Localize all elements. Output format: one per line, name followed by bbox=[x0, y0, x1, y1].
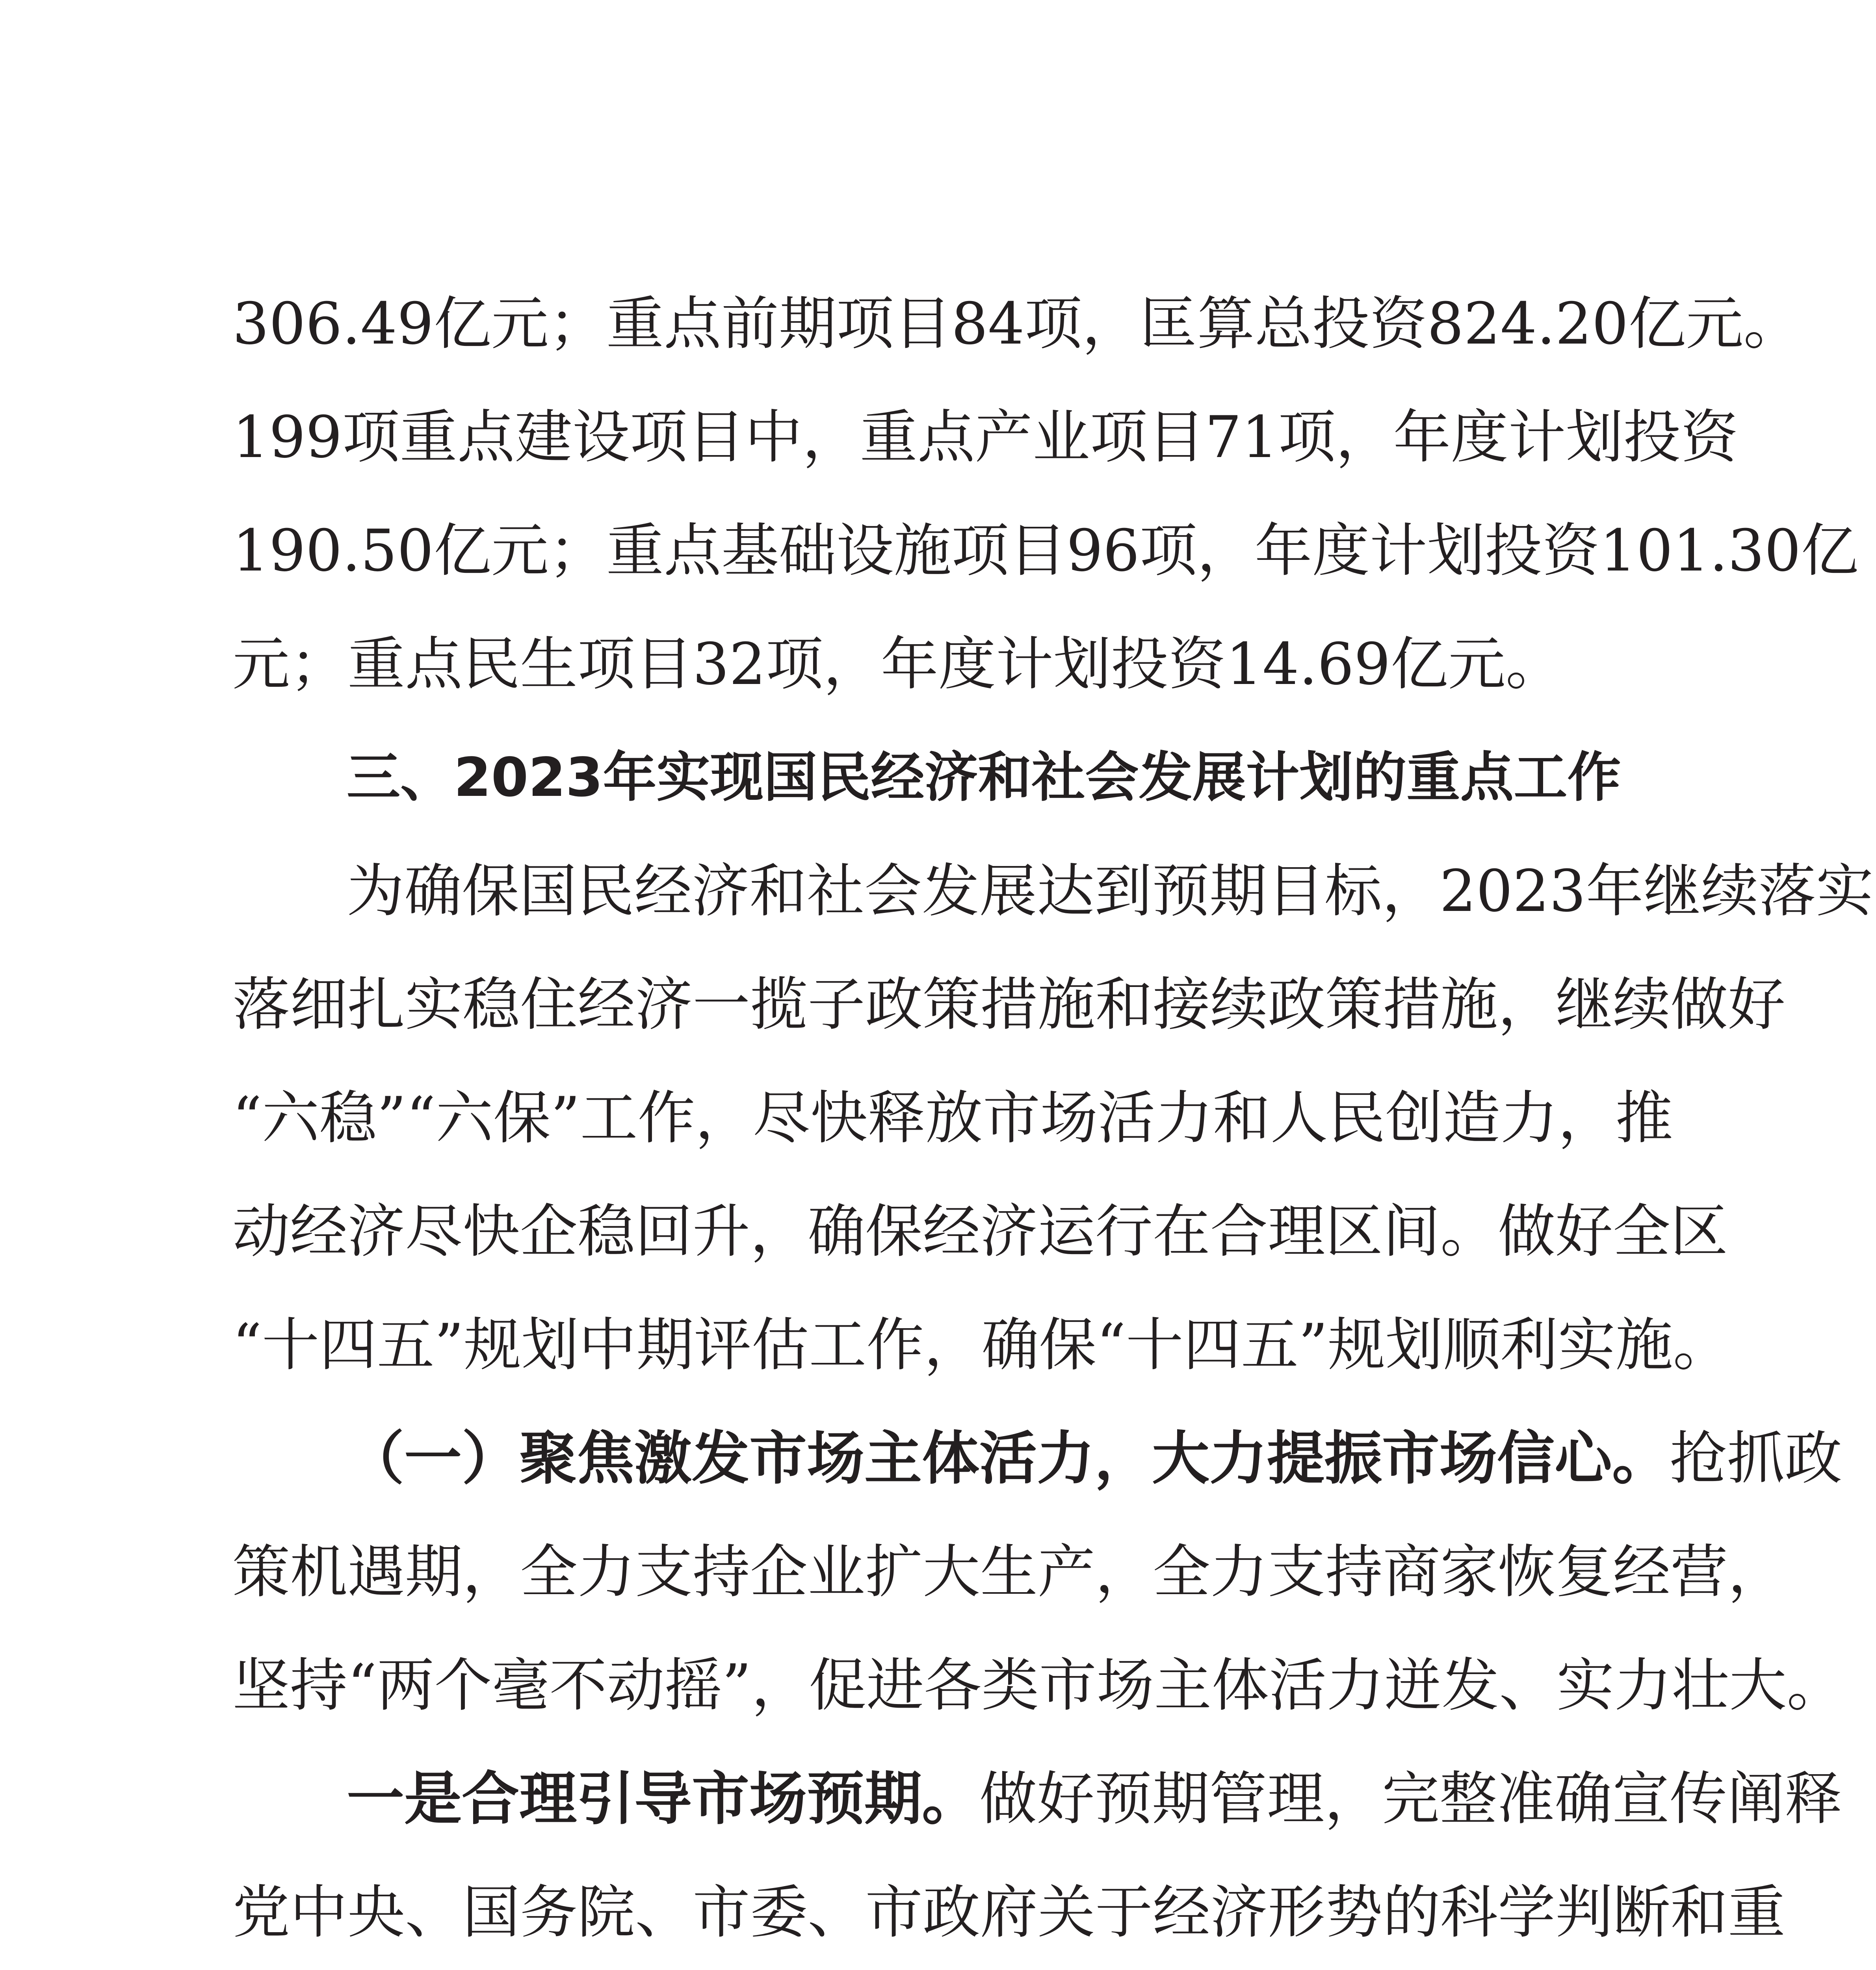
section-heading: 三、2023年实现国民经济和社会发展计划的重点工作 bbox=[347, 747, 1621, 809]
paragraph-line: 199项重点建设项目中，重点产业项目71项，年度计划投资 bbox=[232, 404, 1739, 471]
paragraph-line: “六稳”“六保”工作，尽快释放市场活力和人民创造力，推 bbox=[232, 1085, 1673, 1152]
paragraph-line: 坚持“两个毫不动摇”，促进各类市场主体活力迸发、实力壮大。 bbox=[232, 1652, 1844, 1719]
paragraph-line: 策机遇期，全力支持企业扩大生产，全力支持商家恢复经营， bbox=[232, 1539, 1785, 1606]
item-first-line bbox=[232, 1760, 1842, 1838]
subsection-first-line bbox=[232, 1419, 1842, 1498]
paragraph-line: 动经济尽快企稳回升，确保经济运行在合理区间。做好全区 bbox=[232, 1198, 1728, 1265]
item-text: 做好预期管理，完整准确宣传阐释 bbox=[979, 1766, 1842, 1832]
paragraph-line: 落细扎实稳住经济一揽子政策措施和接续政策措施，继续做好 bbox=[232, 971, 1785, 1038]
paragraph-line: 为确保国民经济和社会发展达到预期目标，2023年继续落实 bbox=[347, 858, 1874, 925]
item-title: 一是合理引导市场预期。 bbox=[347, 1765, 979, 1832]
subsection-text: 抢抓政 bbox=[1670, 1425, 1842, 1492]
paragraph-line: 306.49亿元；重点前期项目84项，匡算总投资824.20亿元。 bbox=[232, 290, 1801, 357]
paragraph-line: 190.50亿元；重点基础设施项目96项，年度计划投资101.30亿 bbox=[232, 517, 1859, 584]
subsection-title: （一）聚焦激发市场主体活力，大力提振市场信心。 bbox=[347, 1425, 1670, 1492]
paragraph-line: 元；重点民生项目32项，年度计划投资14.69亿元。 bbox=[232, 631, 1563, 698]
paragraph-line: “十四五”规划中期评估工作，确保“十四五”规划顺利实施。 bbox=[232, 1312, 1731, 1379]
paragraph-line: 党中央、国务院、市委、市政府关于经济形势的科学判断和重 bbox=[232, 1879, 1785, 1946]
